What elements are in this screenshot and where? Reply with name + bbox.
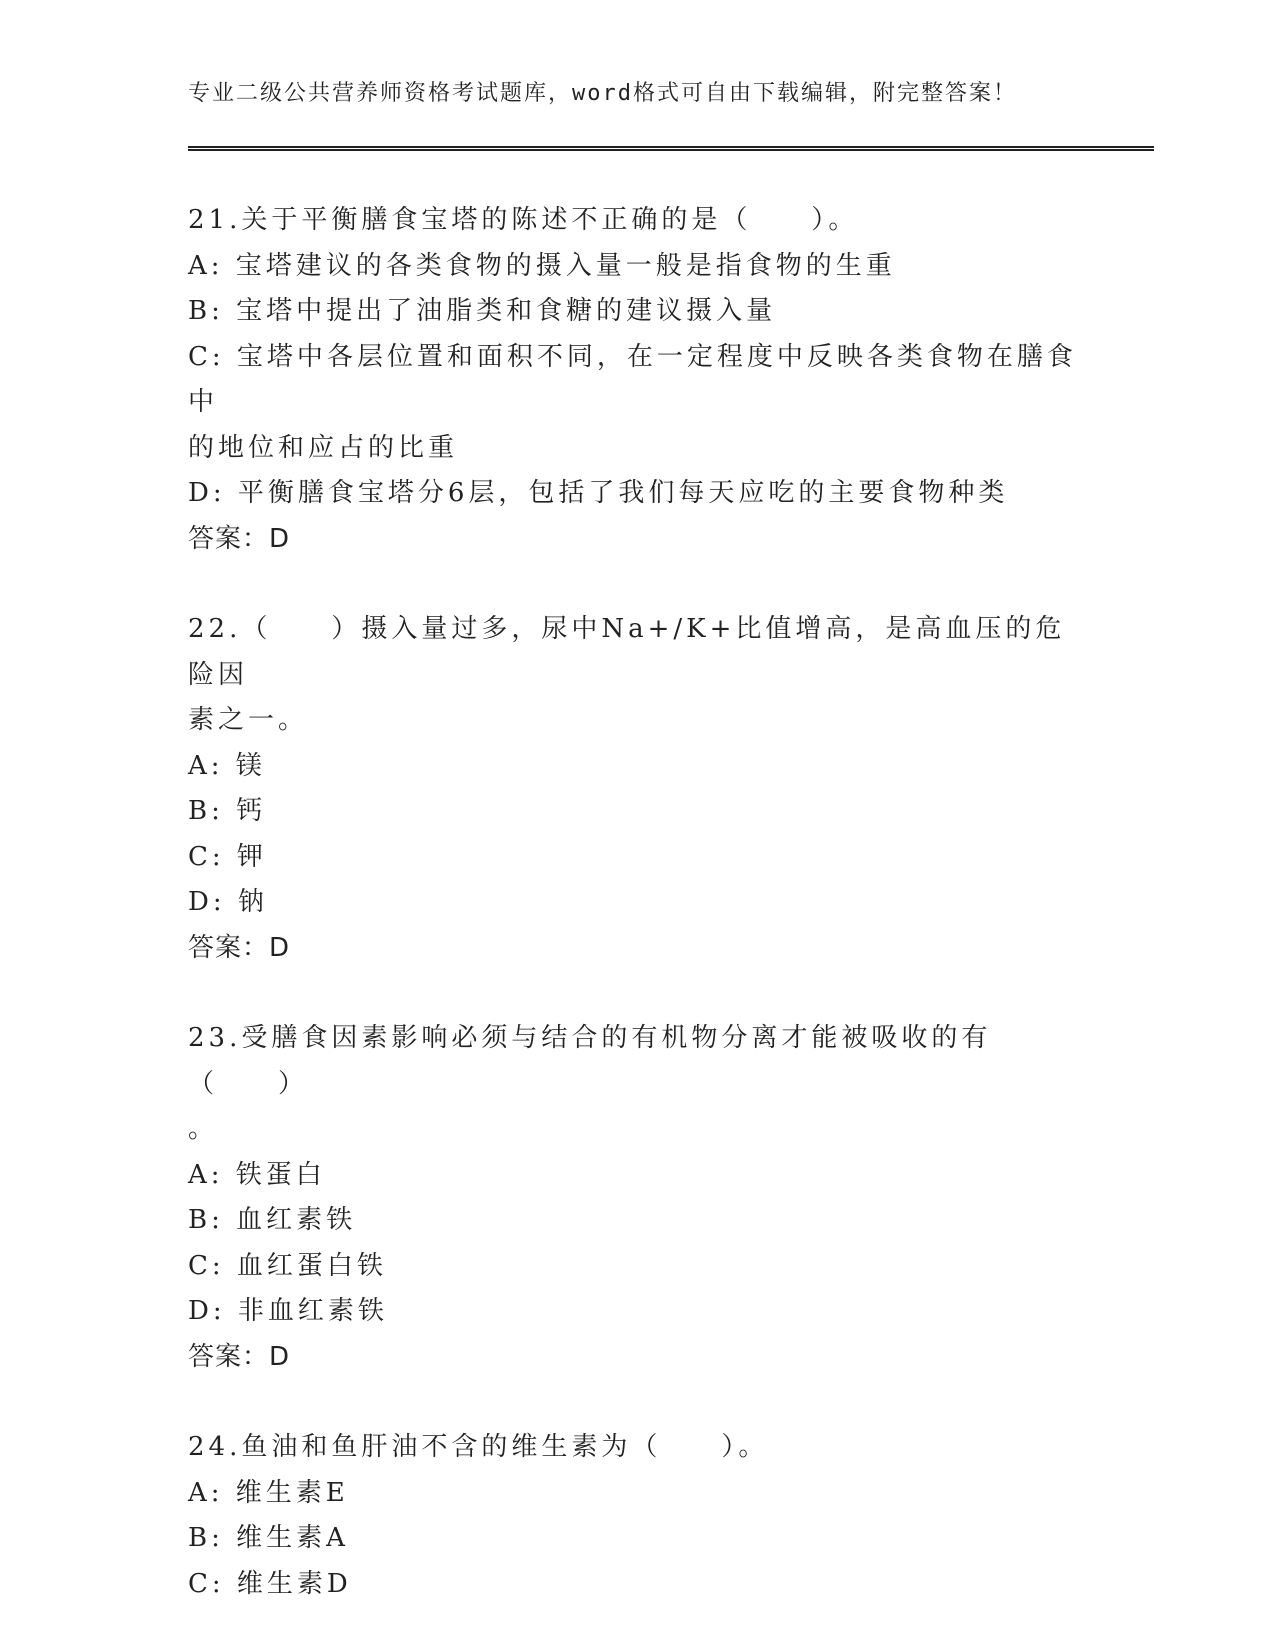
question-stem: 23.受膳食因素影响必须与结合的有机物分离才能被吸收的有（ ） (188, 1023, 992, 1099)
option-b: B: 宝塔中提出了油脂类和食糖的建议摄入量 (188, 296, 777, 326)
question-list (188, 198, 1088, 1652)
question-stem-continued: 素之一。 (188, 705, 309, 735)
option-c: C: 钾 (188, 841, 267, 872)
page-header: 专业二级公共营养师资格考试题库，word格式可自由下载编辑，附完整答案！ (188, 81, 1017, 106)
option-c: C: 宝塔中各层位置和面积不同，在一定程度中反映各类食物在膳食中 (188, 341, 1077, 417)
question-stem-continued: 。 (188, 1114, 219, 1144)
option-c: C: 维生素D (188, 1568, 352, 1599)
option-c: C: 血红蛋白铁 (188, 1250, 387, 1281)
option-a: A: 铁蛋白 (188, 1159, 326, 1190)
option-b: B: 血红素铁 (188, 1205, 357, 1235)
option-b: B: 维生素A (188, 1523, 349, 1553)
option-a: A: 维生素E (188, 1477, 349, 1508)
question-stem: 22.（ ）摄入量过多，尿中Na+/K+比值增高，是高血压的危险因 (188, 614, 1066, 690)
question-23 (188, 1016, 1088, 1380)
answer-key: 答案：D (188, 523, 291, 554)
option-d: D: 非血红素铁 (188, 1296, 388, 1326)
option-a: A: 镁 (188, 750, 266, 781)
header-divider (188, 146, 1154, 151)
answer-key: 答案：D (188, 932, 291, 963)
option-a: A: 宝塔建议的各类食物的摄入量一般是指食物的生重 (188, 250, 896, 281)
option-c-continued: 的地位和应占的比重 (188, 432, 459, 463)
question-21 (188, 198, 1088, 562)
question-stem: 21.关于平衡膳食宝塔的陈述不正确的是（ ）。 (188, 205, 859, 235)
question-24 (188, 1425, 1088, 1607)
option-d: D: 钠 (188, 887, 268, 917)
answer-key: 答案：D (188, 1341, 291, 1372)
option-b: B: 钙 (188, 796, 267, 826)
question-22 (188, 607, 1088, 971)
question-stem: 24.鱼油和鱼肝油不含的维生素为（ ）。 (188, 1432, 769, 1462)
option-d: D: 平衡膳食宝塔分6层，包括了我们每天应吃的主要食物种类 (188, 478, 1009, 508)
